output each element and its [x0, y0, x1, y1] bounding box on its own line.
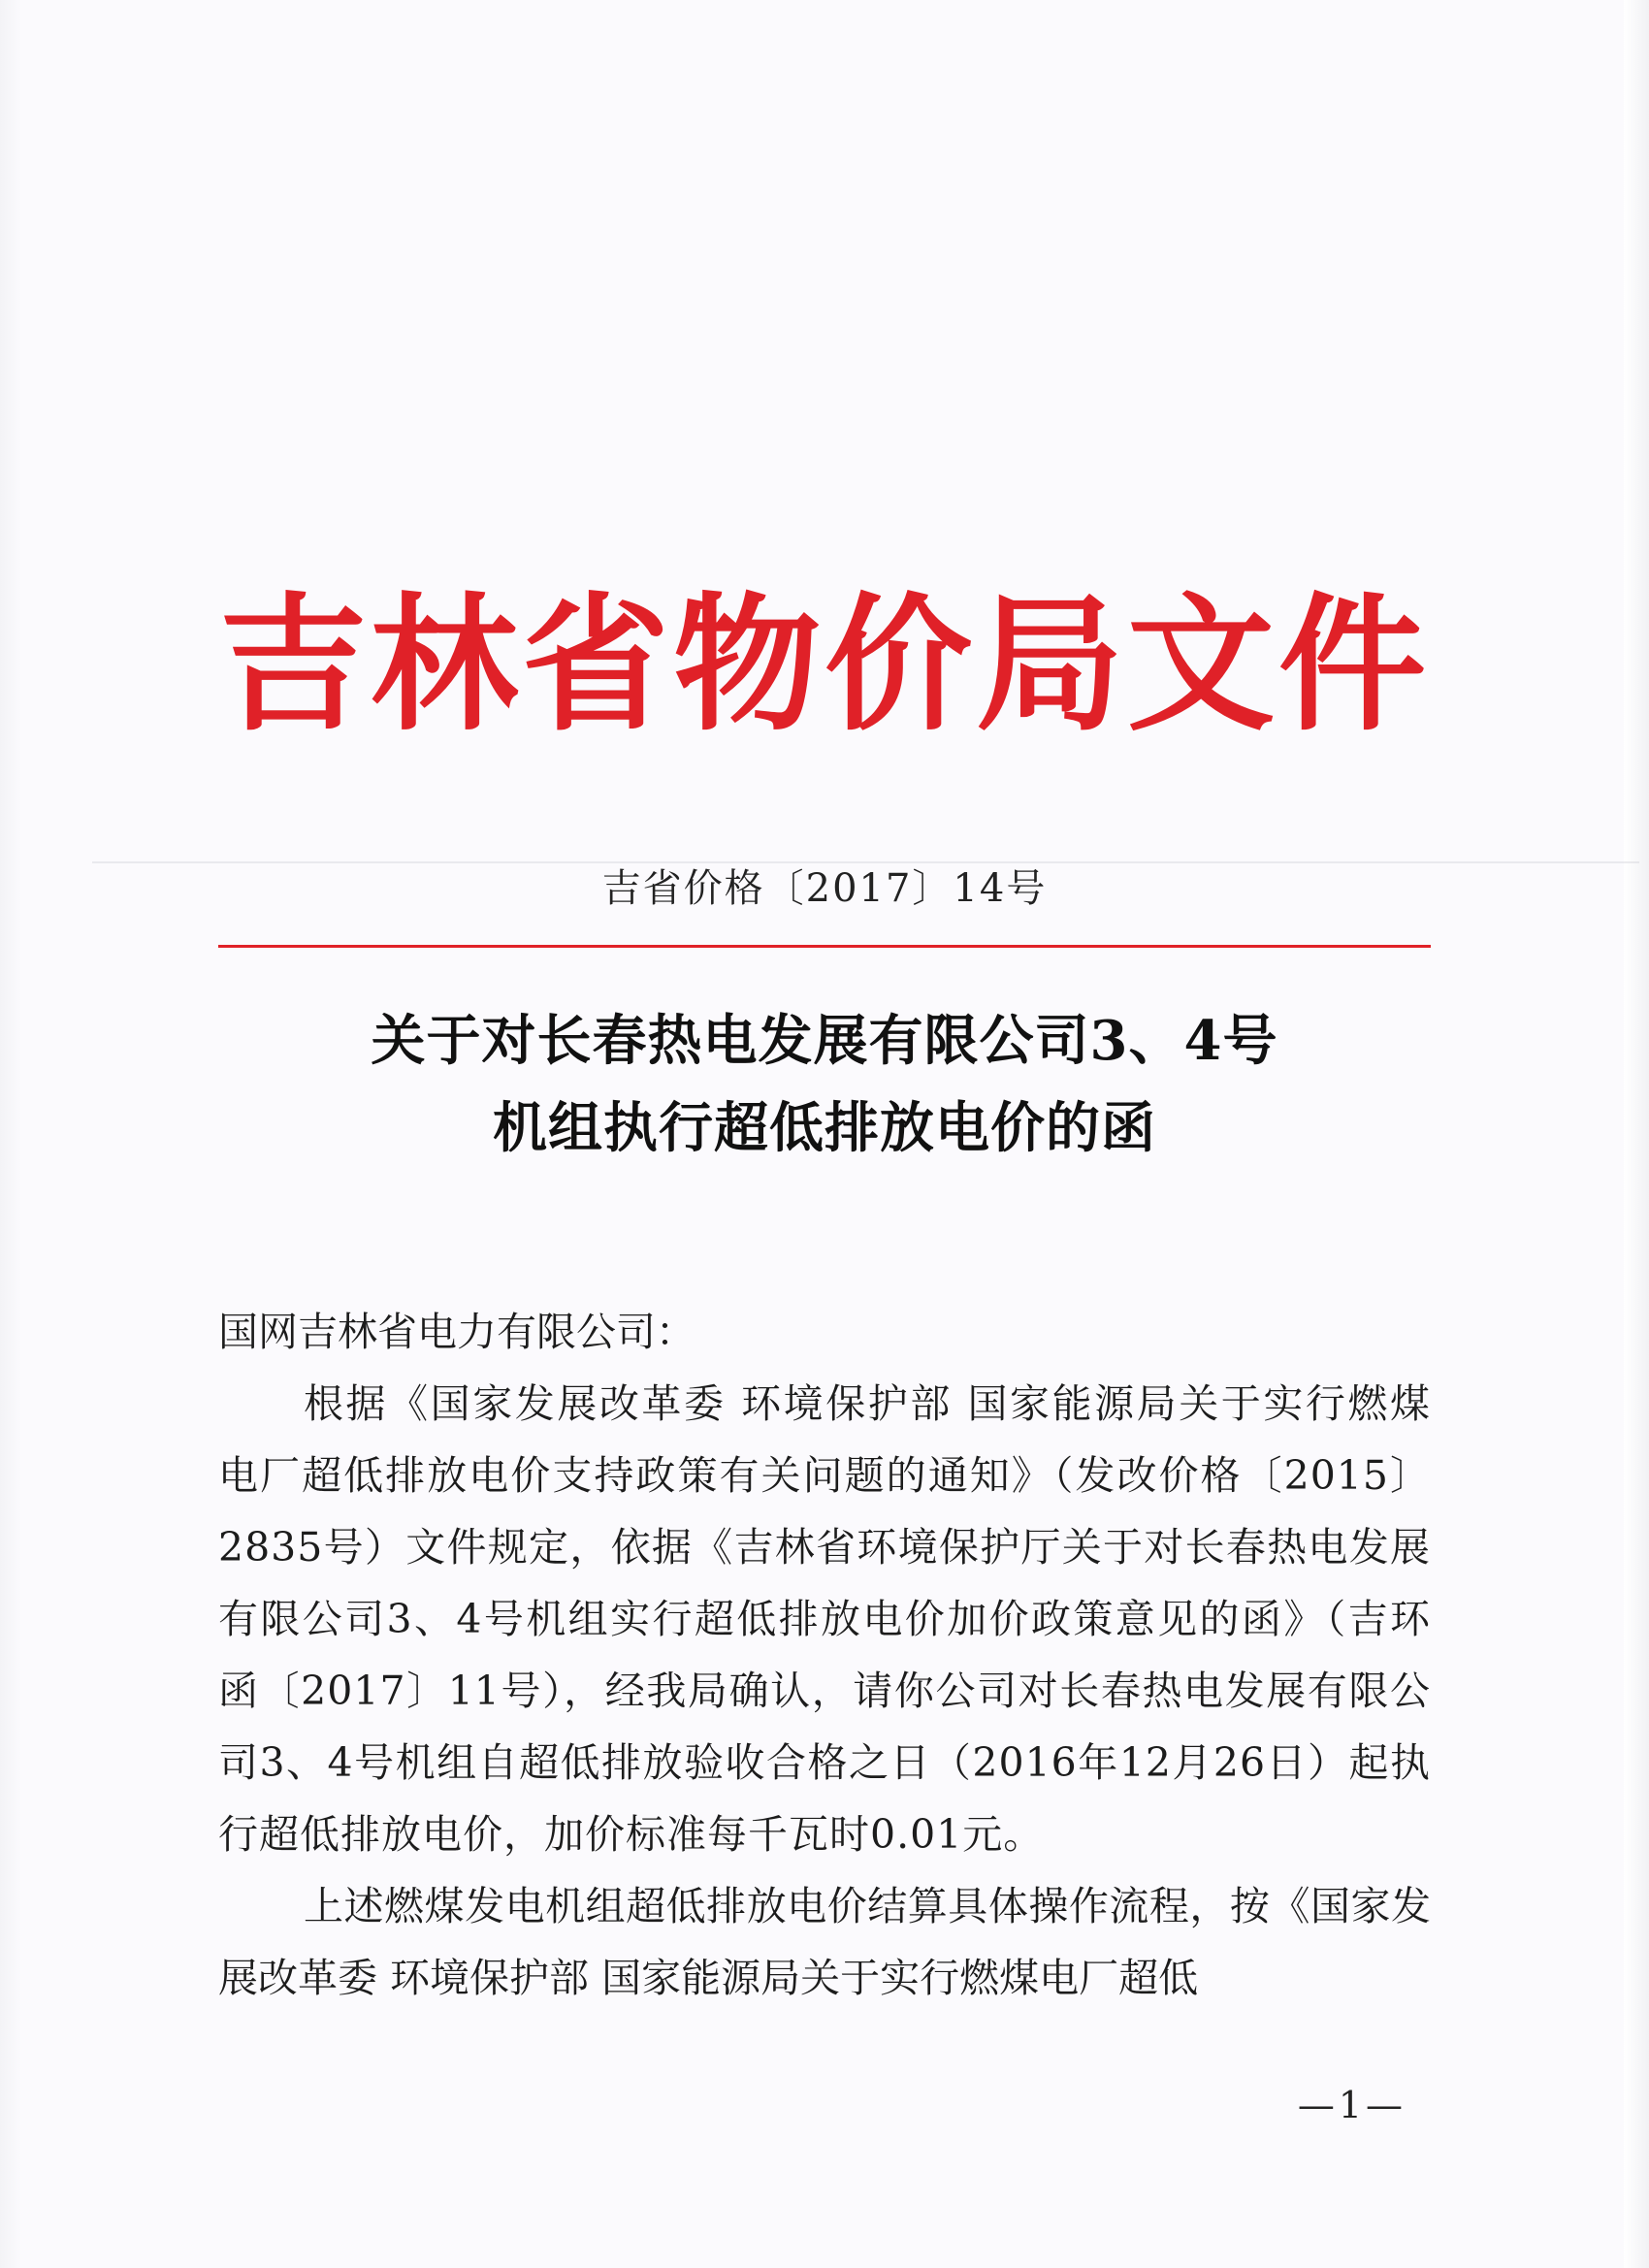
red-divider-line: [218, 945, 1431, 948]
body-paragraph-1: 根据《国家发展改革委 环境保护部 国家能源局关于实行燃煤电厂超低排放电价支持政策有关问题的通知》（发改价格〔2015〕2835号）文件规定，依据《吉林省环境保护厅关于对长春热电发展有限公司3、4号机组实行超低排放电价加价政策意见的函》（吉环函〔2017〕11号），经我局确认，请你公司对长春热电发展有限公司3、4号机组自超低排放验收合格之日（2016年12月26日）起执行超低排放电价，加价标准每千瓦时0.01元。: [218, 1380, 1431, 1858]
title-line-1: 关于对长春热电发展有限公司3、4号: [371, 1009, 1278, 1073]
body-paragraph-2: 上述燃煤发电机组超低排放电价结算具体操作流程，按《国家发展改革委 环境保护部 国家能源局关于实行燃煤电厂超低: [218, 1883, 1431, 2001]
title-line-2: 机组执行超低排放电价的函: [493, 1096, 1156, 1160]
document-number: 吉省价格〔2017〕14号: [601, 866, 1048, 911]
document-body: [218, 1296, 1431, 2014]
document-title: [0, 997, 1649, 1172]
salutation: 国网吉林省电力有限公司：: [218, 1309, 695, 1355]
letterhead: 吉林省物价局文件: [219, 577, 1430, 751]
page-number: —1—: [1297, 2084, 1406, 2126]
